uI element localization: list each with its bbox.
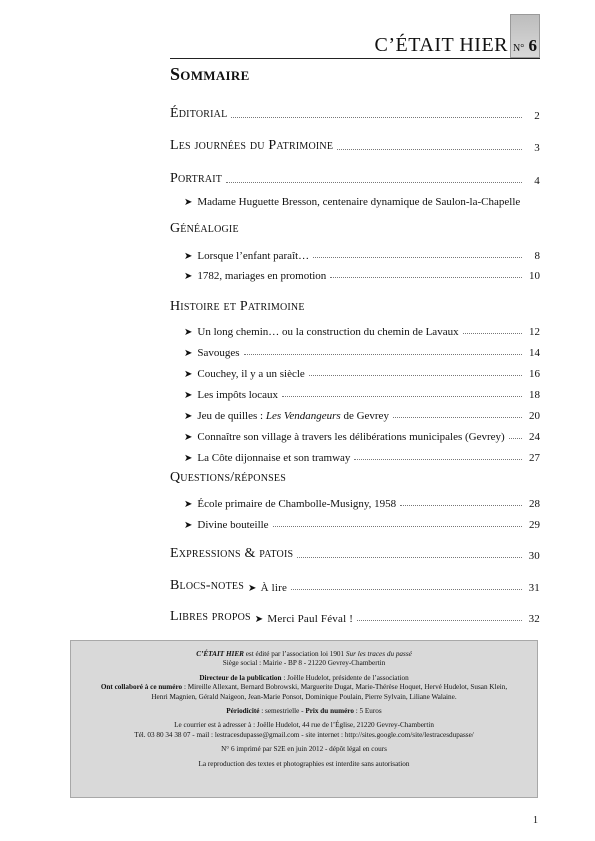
toc-label: Les journées du Patrimoine — [170, 138, 334, 153]
dot-leader — [357, 619, 522, 621]
edition-text: est édité par l’association loi 1901 — [243, 650, 346, 658]
dot-leader — [393, 416, 522, 418]
masthead-rule — [170, 58, 540, 59]
dot-leader — [226, 181, 522, 183]
edition-assoc: Sur les traces du passé — [345, 650, 412, 658]
toc-page: 2 — [534, 110, 540, 122]
arrowhead-bullet-icon: ➤ — [254, 614, 264, 625]
toc-label — [197, 410, 389, 422]
arrowhead-bullet-icon: ➤ — [184, 197, 193, 208]
periodicite-value: : semestrielle - — [259, 707, 306, 716]
toc-label-pre: Jeu de quilles : — [197, 410, 266, 422]
dot-leader — [291, 588, 522, 590]
toc-label: Libres propos — [170, 609, 251, 624]
toc-subentry[interactable] — [184, 492, 540, 510]
toc-label: Blocs-notes — [170, 578, 244, 593]
toc-inline-sub-label: À lire — [260, 582, 288, 594]
toc-entry-libres-propos[interactable] — [170, 607, 540, 625]
prix-label: Prix du numéro — [305, 707, 354, 716]
dot-leader — [244, 353, 522, 355]
arrowhead-bullet-icon: ➤ — [184, 271, 193, 282]
toc-label: Portrait — [170, 171, 223, 186]
prix-value: : 5 Euros — [353, 707, 382, 716]
credits-contact: Tél. 03 80 34 38 07 - mail : lestracesdupasse@gmail.com - site internet : http://sites.google.com/site/lestracesdupasse/ — [134, 730, 474, 739]
toc-label: Divine bouteille — [197, 519, 269, 531]
toc-label: Éditorial — [170, 106, 228, 121]
toc-label: Lorsque l’enfant paraît… — [197, 250, 310, 262]
credits-imprime: N° 6 imprimé par S2E en juin 2012 - dépôt légal en cours — [221, 745, 387, 754]
dot-leader — [400, 504, 522, 506]
toc-page: 31 — [528, 582, 540, 594]
dot-leader — [309, 374, 522, 376]
toc-label: Connaître son village à travers les délibérations municipales (Gevrey) — [197, 431, 505, 443]
dot-leader — [463, 332, 522, 334]
credits-reproduction: La reproduction des textes et photographies est interdite sans autorisation — [198, 759, 410, 768]
toc-entry-editorial[interactable] — [170, 104, 540, 122]
toc-subentry[interactable] — [184, 446, 540, 464]
toc-page: 10 — [529, 270, 540, 282]
toc-label-post: de Gevrey — [340, 410, 389, 422]
toc-page: 3 — [534, 142, 540, 154]
toc-page: 16 — [529, 368, 540, 380]
arrowhead-bullet-icon: ➤ — [184, 327, 193, 338]
toc-label-italic: Les Vendangeurs — [265, 410, 341, 422]
toc-subentry-portrait[interactable] — [184, 190, 540, 208]
toc-subentry[interactable] — [184, 320, 540, 338]
toc-label: Expressions & patois — [170, 546, 294, 561]
toc-subentry[interactable] — [184, 341, 540, 359]
toc-subentry[interactable] — [184, 425, 540, 443]
credits-edition — [71, 650, 537, 659]
arrowhead-bullet-icon: ➤ — [184, 411, 193, 422]
toc-page: 14 — [529, 347, 540, 359]
section-questions: Questions/réponses — [170, 470, 286, 485]
masthead — [170, 14, 540, 58]
arrowhead-bullet-icon: ➤ — [184, 390, 193, 401]
issue-prefix: N° — [513, 43, 525, 54]
toc-entry-journees[interactable] — [170, 136, 540, 154]
toc-page: 8 — [534, 250, 540, 262]
collab-line1: : Mireille Allexant, Bernard Bobrowski, Marguerite Dugat, Marie-Thérèse Hoquet, Hervé Hudelot, Susan Klein, — [182, 683, 508, 692]
toc-inline-sub — [255, 613, 353, 625]
toc-label: La Côte dijonnaise et son tramway — [197, 452, 351, 464]
toc-label: Savouges — [197, 347, 240, 359]
toc-label: École primaire de Chambolle-Musigny, 1958 — [197, 498, 397, 510]
dot-leader — [297, 556, 522, 558]
section-genealogie: Généalogie — [170, 221, 239, 236]
toc-subentry[interactable] — [184, 513, 540, 531]
credits-periodicite — [71, 707, 537, 716]
dot-leader — [313, 256, 522, 258]
magazine-title: C’ÉTAIT HIER — [374, 34, 508, 56]
toc-page: 24 — [529, 431, 540, 443]
toc-subentry[interactable] — [184, 362, 540, 380]
toc-page: 28 — [529, 498, 540, 510]
toc-page: 12 — [529, 326, 540, 338]
toc-entry-blocs-notes[interactable] — [170, 576, 540, 594]
dot-leader — [337, 148, 522, 150]
toc-inline-sub — [248, 582, 287, 594]
toc-label: Couchey, il y a un siècle — [197, 368, 305, 380]
toc-subentry[interactable] — [184, 404, 540, 422]
dot-leader — [273, 525, 522, 527]
credits-box — [70, 640, 538, 798]
periodicite-label: Périodicité — [226, 707, 260, 716]
directeur-value: : Joëlle Hudelot, présidente de l’association — [281, 673, 409, 682]
dot-leader — [282, 395, 522, 397]
page-number: 1 — [533, 815, 538, 826]
issue-number-value: 6 — [528, 36, 537, 55]
toc-subentry[interactable] — [184, 264, 540, 282]
issue-number — [513, 36, 537, 56]
toc-label: 1782, mariages en promotion — [197, 270, 327, 282]
toc-label: Madame Huguette Bresson, centenaire dynamique de Saulon-la-Chapelle — [197, 196, 521, 208]
arrowhead-bullet-icon: ➤ — [184, 369, 193, 380]
toc-page: 27 — [529, 452, 540, 464]
arrowhead-bullet-icon: ➤ — [247, 583, 257, 594]
arrowhead-bullet-icon: ➤ — [184, 432, 193, 443]
dot-leader — [231, 116, 522, 118]
arrowhead-bullet-icon: ➤ — [184, 520, 193, 531]
toc-subentry[interactable] — [184, 383, 540, 401]
toc-entry-expressions[interactable] — [170, 544, 540, 562]
arrowhead-bullet-icon: ➤ — [184, 348, 193, 359]
toc-subentry[interactable] — [184, 244, 540, 262]
page-title: Sommaire — [170, 64, 250, 84]
toc-page: 4 — [534, 175, 540, 187]
toc-label: Un long chemin… ou la construction du chemin de Lavaux — [197, 326, 459, 338]
credits-directeur — [71, 674, 537, 683]
directeur-label: Directeur de la publication — [199, 673, 282, 682]
collab-label: Ont collaboré à ce numéro — [100, 683, 183, 692]
toc-page: 30 — [528, 550, 540, 562]
toc-page: 29 — [529, 519, 540, 531]
section-histoire: Histoire et Patrimoine — [170, 299, 305, 314]
arrowhead-bullet-icon: ➤ — [184, 499, 193, 510]
arrowhead-bullet-icon: ➤ — [184, 251, 193, 262]
toc-entry-portrait[interactable] — [170, 169, 540, 187]
arrowhead-bullet-icon: ➤ — [184, 453, 193, 464]
toc-page: 20 — [529, 410, 540, 422]
dot-leader — [330, 276, 522, 278]
dot-leader — [509, 437, 522, 439]
toc-inline-sub-label: Merci Paul Féval ! — [267, 613, 354, 625]
credits-collab — [71, 683, 537, 692]
credits-siege: Siège social : Mairie - BP 8 - 21220 Gevrey-Chambertin — [222, 659, 386, 668]
toc-label: Les impôts locaux — [197, 389, 279, 401]
edition-title: C’ÉTAIT HIER — [196, 650, 244, 658]
toc-page: 32 — [528, 613, 540, 625]
dot-leader — [354, 458, 522, 460]
credits-collab-2: Henri Magnien, Gérald Naigeon, Jean-Marie Ponsot, Dominique Poulain, Pierre Sylvain, Liliane Walaine. — [151, 692, 457, 701]
toc-page: 18 — [529, 389, 540, 401]
credits-courrier: Le courrier est à adresser à : Joëlle Hudelot, 44 rue de l’Église, 21220 Gevrey-Chambertin — [174, 721, 434, 730]
